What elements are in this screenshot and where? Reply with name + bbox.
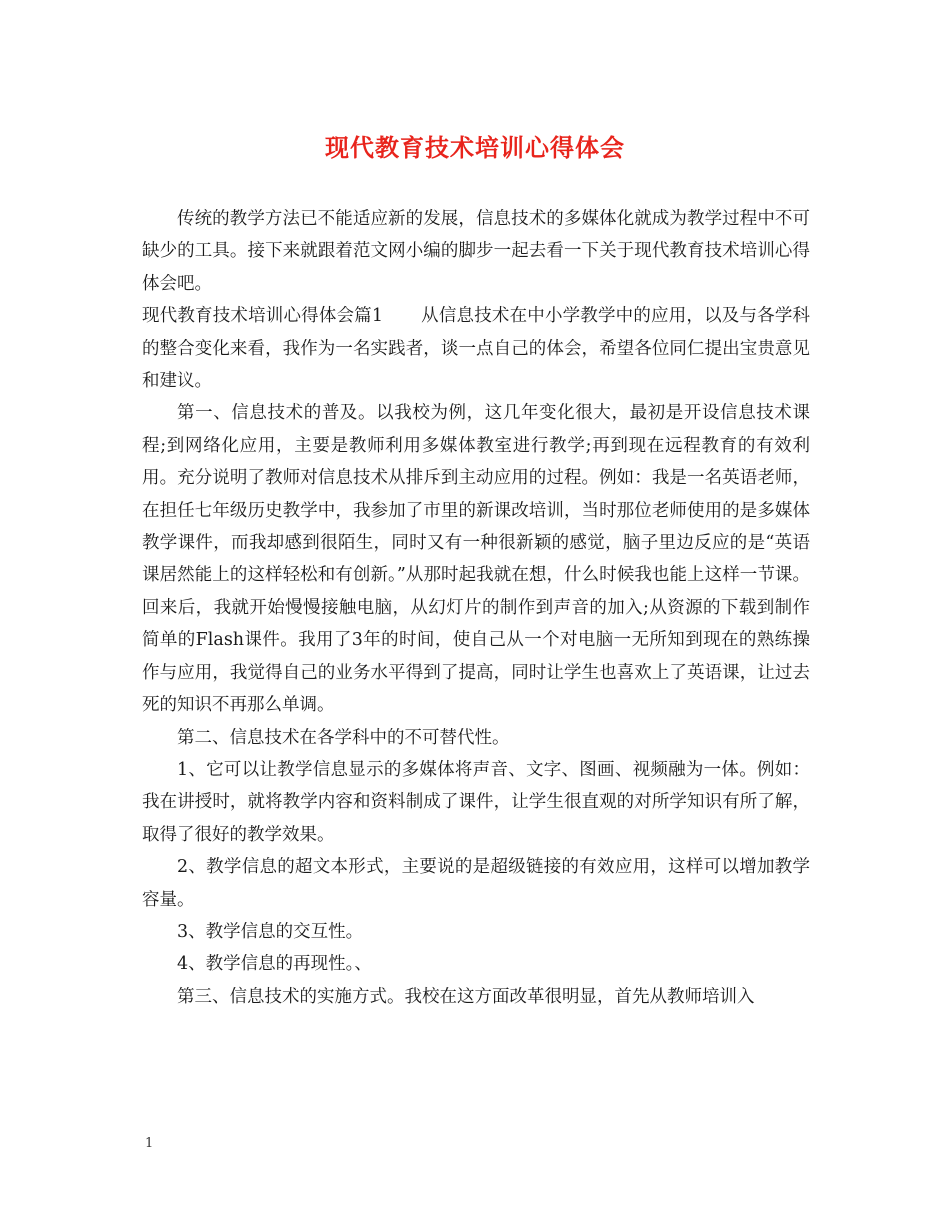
body-paragraph-5: 3、教学信息的交互性。 [177, 921, 364, 942]
section-paragraph [142, 300, 810, 397]
body-paragraph-3: 1、它可以让教学信息显示的多媒体将声音、文字、图画、视频融为一体。例如：我在讲授时，就将教学内容和资料制成了课件，让学生很直观的对所学知识有所了解，取得了很好的教学效果。 [142, 759, 810, 845]
page-number: 1 [145, 1136, 154, 1151]
body-paragraph-6: 4、教学信息的再现性。、 [177, 954, 372, 975]
body-paragraph-7: 第三、信息技术的实施方式。我校在这方面改革很明显，首先从教师培训入 [177, 986, 755, 1007]
section-heading: 现代教育技术培训心得体会篇1 [142, 306, 383, 327]
body-paragraph-4: 2、教学信息的超文本形式，主要说的是超级链接的有效应用，这样可以增加教学容量。 [142, 857, 810, 910]
section-lead: 从信息技术在中小学教学中的应用，以及与各学科的整合变化来看，我作为一名实践者，谈一点自己的体会，希望各位同仁提出宝贵意见和建议。 [142, 306, 810, 392]
document-body [142, 203, 810, 1013]
intro-paragraph: 传统的教学方法已不能适应新的发展，信息技术的多媒体化就成为教学过程中不可缺少的工具。接下来就跟着范文网小编的脚步一起去看一下关于现代教育技术培训心得体会吧。 [142, 209, 810, 294]
body-paragraph-2: 第二、信息技术在各学科中的不可替代性。 [177, 727, 510, 748]
page-title: 现代教育技术培训心得体会 [325, 133, 625, 162]
body-paragraph-1: 第一、信息技术的普及。以我校为例，这几年变化很大，最初是开设信息技术课程;到网络化应用，主要是教师利用多媒体教室进行教学;再到现在远程教育的有效利用。充分说明了教师对信息技术从排斥到主动应用的过程。例如：我是一名英语老师，在担任七年级历史教学中，我参加了市里的新课改培训，当时那位老师使用的是多媒体教学课件，而我却感到很陌生，同时又有一种很新颖的感觉，脑子里边反应的是“英语课居然能上的这样轻松和有创新。”从那时起我就在想，什么时候我也能上这样一节课。回来后，我就开始慢慢接触电脑，从幻灯片的制作到声音的加入;从资源的下载到制作简单的Flash课件。我用了3年的时间，使自己从一个对电脑一无所知到现在的熟练操作与应用，我觉得自己的业务水平得到了提高，同时让学生也喜欢上了英语课，让过去死的知识不再那么单调。 [142, 403, 810, 716]
